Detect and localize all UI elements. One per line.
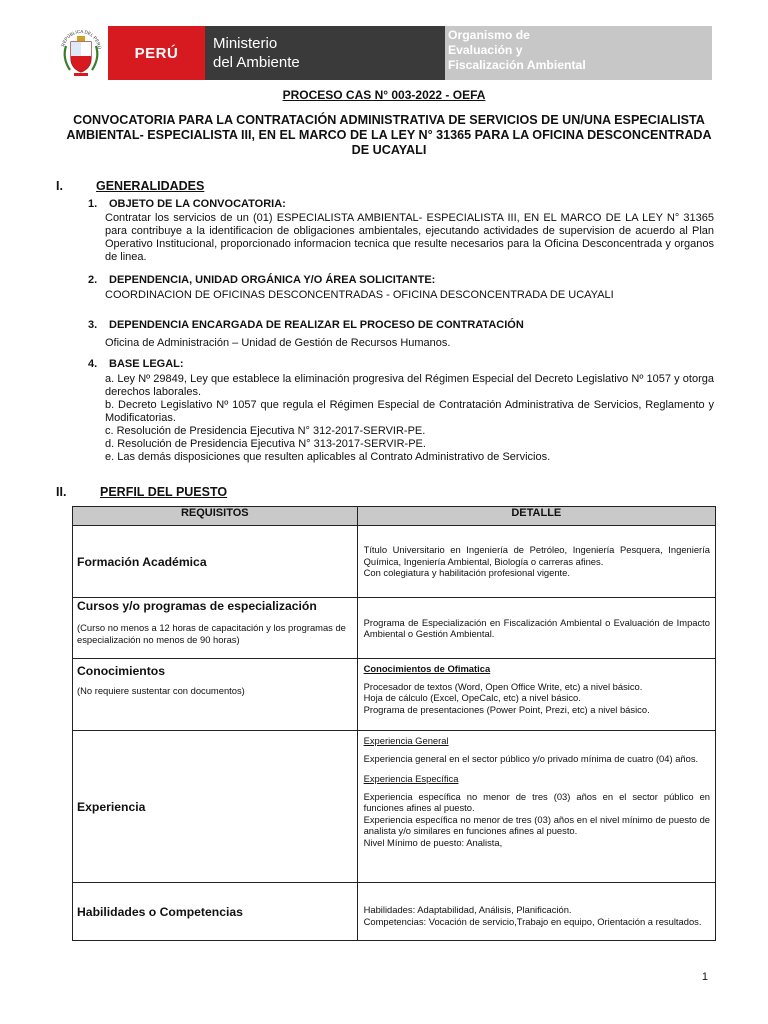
peru-coat-of-arms-icon <box>56 28 106 78</box>
item-3-text: Oficina de Administración – Unidad de Gestión de Recursos Humanos. <box>105 337 451 349</box>
header-requisitos: REQUISITOS <box>73 507 358 526</box>
header-detalle: DETALLE <box>357 507 715 526</box>
detail-line: Hoja de cálculo (Excel, OpeCalc, etc) a nivel básico. <box>363 692 581 703</box>
peru-brand-block <box>108 26 205 80</box>
section-2-title: PERFIL DEL PUESTO <box>100 485 228 499</box>
legal-basis-e: e. Las demás disposiciones que resulten aplicables al Contrato Administrativo de Servicios. <box>105 451 551 463</box>
oefa-line-2: Evaluación y <box>448 43 523 57</box>
req-habilidades: Habilidades o Competencias <box>77 904 243 919</box>
req-cursos-note: (Curso no menos a 12 horas de capacitación y los programas de especialización no menos de 90 horas) <box>77 622 346 645</box>
legal-basis-list <box>105 373 714 464</box>
detail-line: Competencias: Vocación de servicio,Trabajo en equipo, Orientación a resultados. <box>363 915 702 927</box>
item-4-title: BASE LEGAL: <box>109 358 184 370</box>
detail-line: Título Universitario en Ingeniería de Petróleo, Ingeniería Pesquera, Ingeniería Química, Ingeniería Ambiental, Biología o carreras afines. <box>363 544 710 567</box>
req-experiencia: Experiencia <box>77 799 146 814</box>
detail-line: Experiencia específica no menor de tres (03) años en el nivel mínimo de puesto de analista y/o similares en funciones afines al puesto. <box>363 813 710 836</box>
req-cell <box>73 883 358 941</box>
detail-line: Experiencia general en el sector público y/o privado mínima de cuatro (04) años. <box>363 752 699 764</box>
legal-basis-c: c. Resolución de Presidencia Ejecutiva N° 312-2017-SERVIR-PE. <box>105 425 426 437</box>
item-4-number: 4. <box>88 358 98 370</box>
oefa-block <box>445 26 712 80</box>
detail-line: Habilidades: Adaptabilidad, Análisis, Planificación. <box>363 904 572 915</box>
process-title <box>0 88 768 102</box>
item-3-title: DEPENDENCIA ENCARGADA DE REALIZAR EL PROCESO DE CONTRATACIÓN <box>109 319 524 331</box>
table-row <box>73 526 716 598</box>
item-2-title: DEPENDENCIA, UNIDAD ORGÁNICA Y/O ÁREA SOLICITANTE: <box>109 274 436 286</box>
ministry-block <box>205 26 445 80</box>
detail-line: Experiencia específica no menor de tres (03) años en el sector público en funciones afines al puesto. <box>363 790 710 813</box>
req-cell <box>73 659 358 731</box>
oefa-line-3: Fiscalización Ambiental <box>448 58 586 72</box>
section-1-title: GENERALIDADES <box>96 179 205 193</box>
detail-cell <box>357 526 715 598</box>
process-text: PROCESO CAS N° 003-2022 - OEFA <box>282 88 486 102</box>
req-cursos: Cursos y/o programas de especialización <box>77 599 317 613</box>
req-cell <box>73 598 358 659</box>
detail-line: Programa de Especialización en Fiscalización Ambiental o Evaluación de Impacto Ambiental o Gestión Ambiental. <box>363 616 710 639</box>
page-number: 1 <box>701 971 708 983</box>
section-1-number: I. <box>56 179 63 193</box>
item-1-text: Contratar los servicios de un (01) ESPECIALISTA AMBIENTAL- ESPECIALISTA III, EN EL MARCO DE LA LEY N° 31365 para contribuye a la identificacion de obligaciones ambientales, ejecutando actividades de supervision de acuerdo al Plan Operativo Institucional, proporcionado informacion tecnica que resulte necesarios para la Oficina Desconcentrada y organos de linea. <box>105 212 714 263</box>
req-cell <box>73 526 358 598</box>
table-header-row <box>73 507 716 526</box>
detail-line: Programa de presentaciones (Power Point, Prezi, etc) a nivel básico. <box>363 703 650 715</box>
req-conocimientos-note: (No requiere sustentar con documentos) <box>77 685 245 696</box>
detail-line: Con colegiatura y habilitación profesional vigente. <box>363 567 570 579</box>
detail-subtitle: Experiencia Específica <box>363 773 459 784</box>
section-2-number: II. <box>56 485 67 499</box>
item-2-text: COORDINACION DE OFICINAS DESCONCENTRADAS - OFICINA DESCONCENTRADA DE UCAYALI <box>105 289 614 301</box>
ministry-line-1: Ministerio <box>213 35 278 52</box>
req-conocimientos: Conocimientos <box>77 664 166 678</box>
job-profile-table <box>72 506 716 941</box>
table-row <box>73 659 716 731</box>
detail-cell <box>357 883 715 941</box>
peru-label: PERÚ <box>134 44 179 62</box>
item-1-title: OBJETO DE LA CONVOCATORIA: <box>109 198 286 210</box>
detail-cell <box>357 659 715 731</box>
legal-basis-b: b. Decreto Legislativo Nº 1057 que regula el Régimen Especial de Contratación Administrativa de Servicios, Reglamento y Modificatorias. <box>105 399 714 424</box>
detail-line: Nivel Mínimo de puesto: Analista, <box>363 836 503 848</box>
detail-subtitle: Experiencia General <box>363 735 449 746</box>
emblem-text: REPÚBLICA DEL PERÚ <box>60 28 103 50</box>
document-title: CONVOCATORIA PARA LA CONTRATACIÓN ADMINISTRATIVA DE SERVICIOS DE UN/UNA ESPECIALISTA AMBIENTAL- ESPECIALISTA III, EN EL MARCO DE LA LEY N° 31365 PARA LA OFICINA DESCONCENTRADA DE UCAYALI <box>66 113 712 157</box>
table-row <box>73 883 716 941</box>
req-cell <box>73 731 358 883</box>
legal-basis-a: a. Ley Nº 29849, Ley que establece la eliminación progresiva del Régimen Especial del Decreto Legislativo Nº 1057 y otorga derechos laborales. <box>105 373 714 398</box>
detail-subtitle: Conocimientos de Ofimatica <box>363 663 491 674</box>
ministry-line-2: del Ambiente <box>213 54 300 71</box>
detail-line: Procesador de textos (Word, Open Office Write, etc) a nivel básico. <box>363 680 643 692</box>
item-2-number: 2. <box>88 274 98 286</box>
item-1-number: 1. <box>88 198 98 210</box>
detail-cell <box>357 598 715 659</box>
item-3-number: 3. <box>88 319 98 331</box>
oefa-line-1: Organismo de <box>448 28 530 42</box>
table-row <box>73 598 716 659</box>
detail-cell <box>357 731 715 883</box>
req-formacion: Formación Académica <box>77 554 207 569</box>
legal-basis-d: d. Resolución de Presidencia Ejecutiva N° 313-2017-SERVIR-PE. <box>105 438 426 450</box>
table-row <box>73 731 716 883</box>
